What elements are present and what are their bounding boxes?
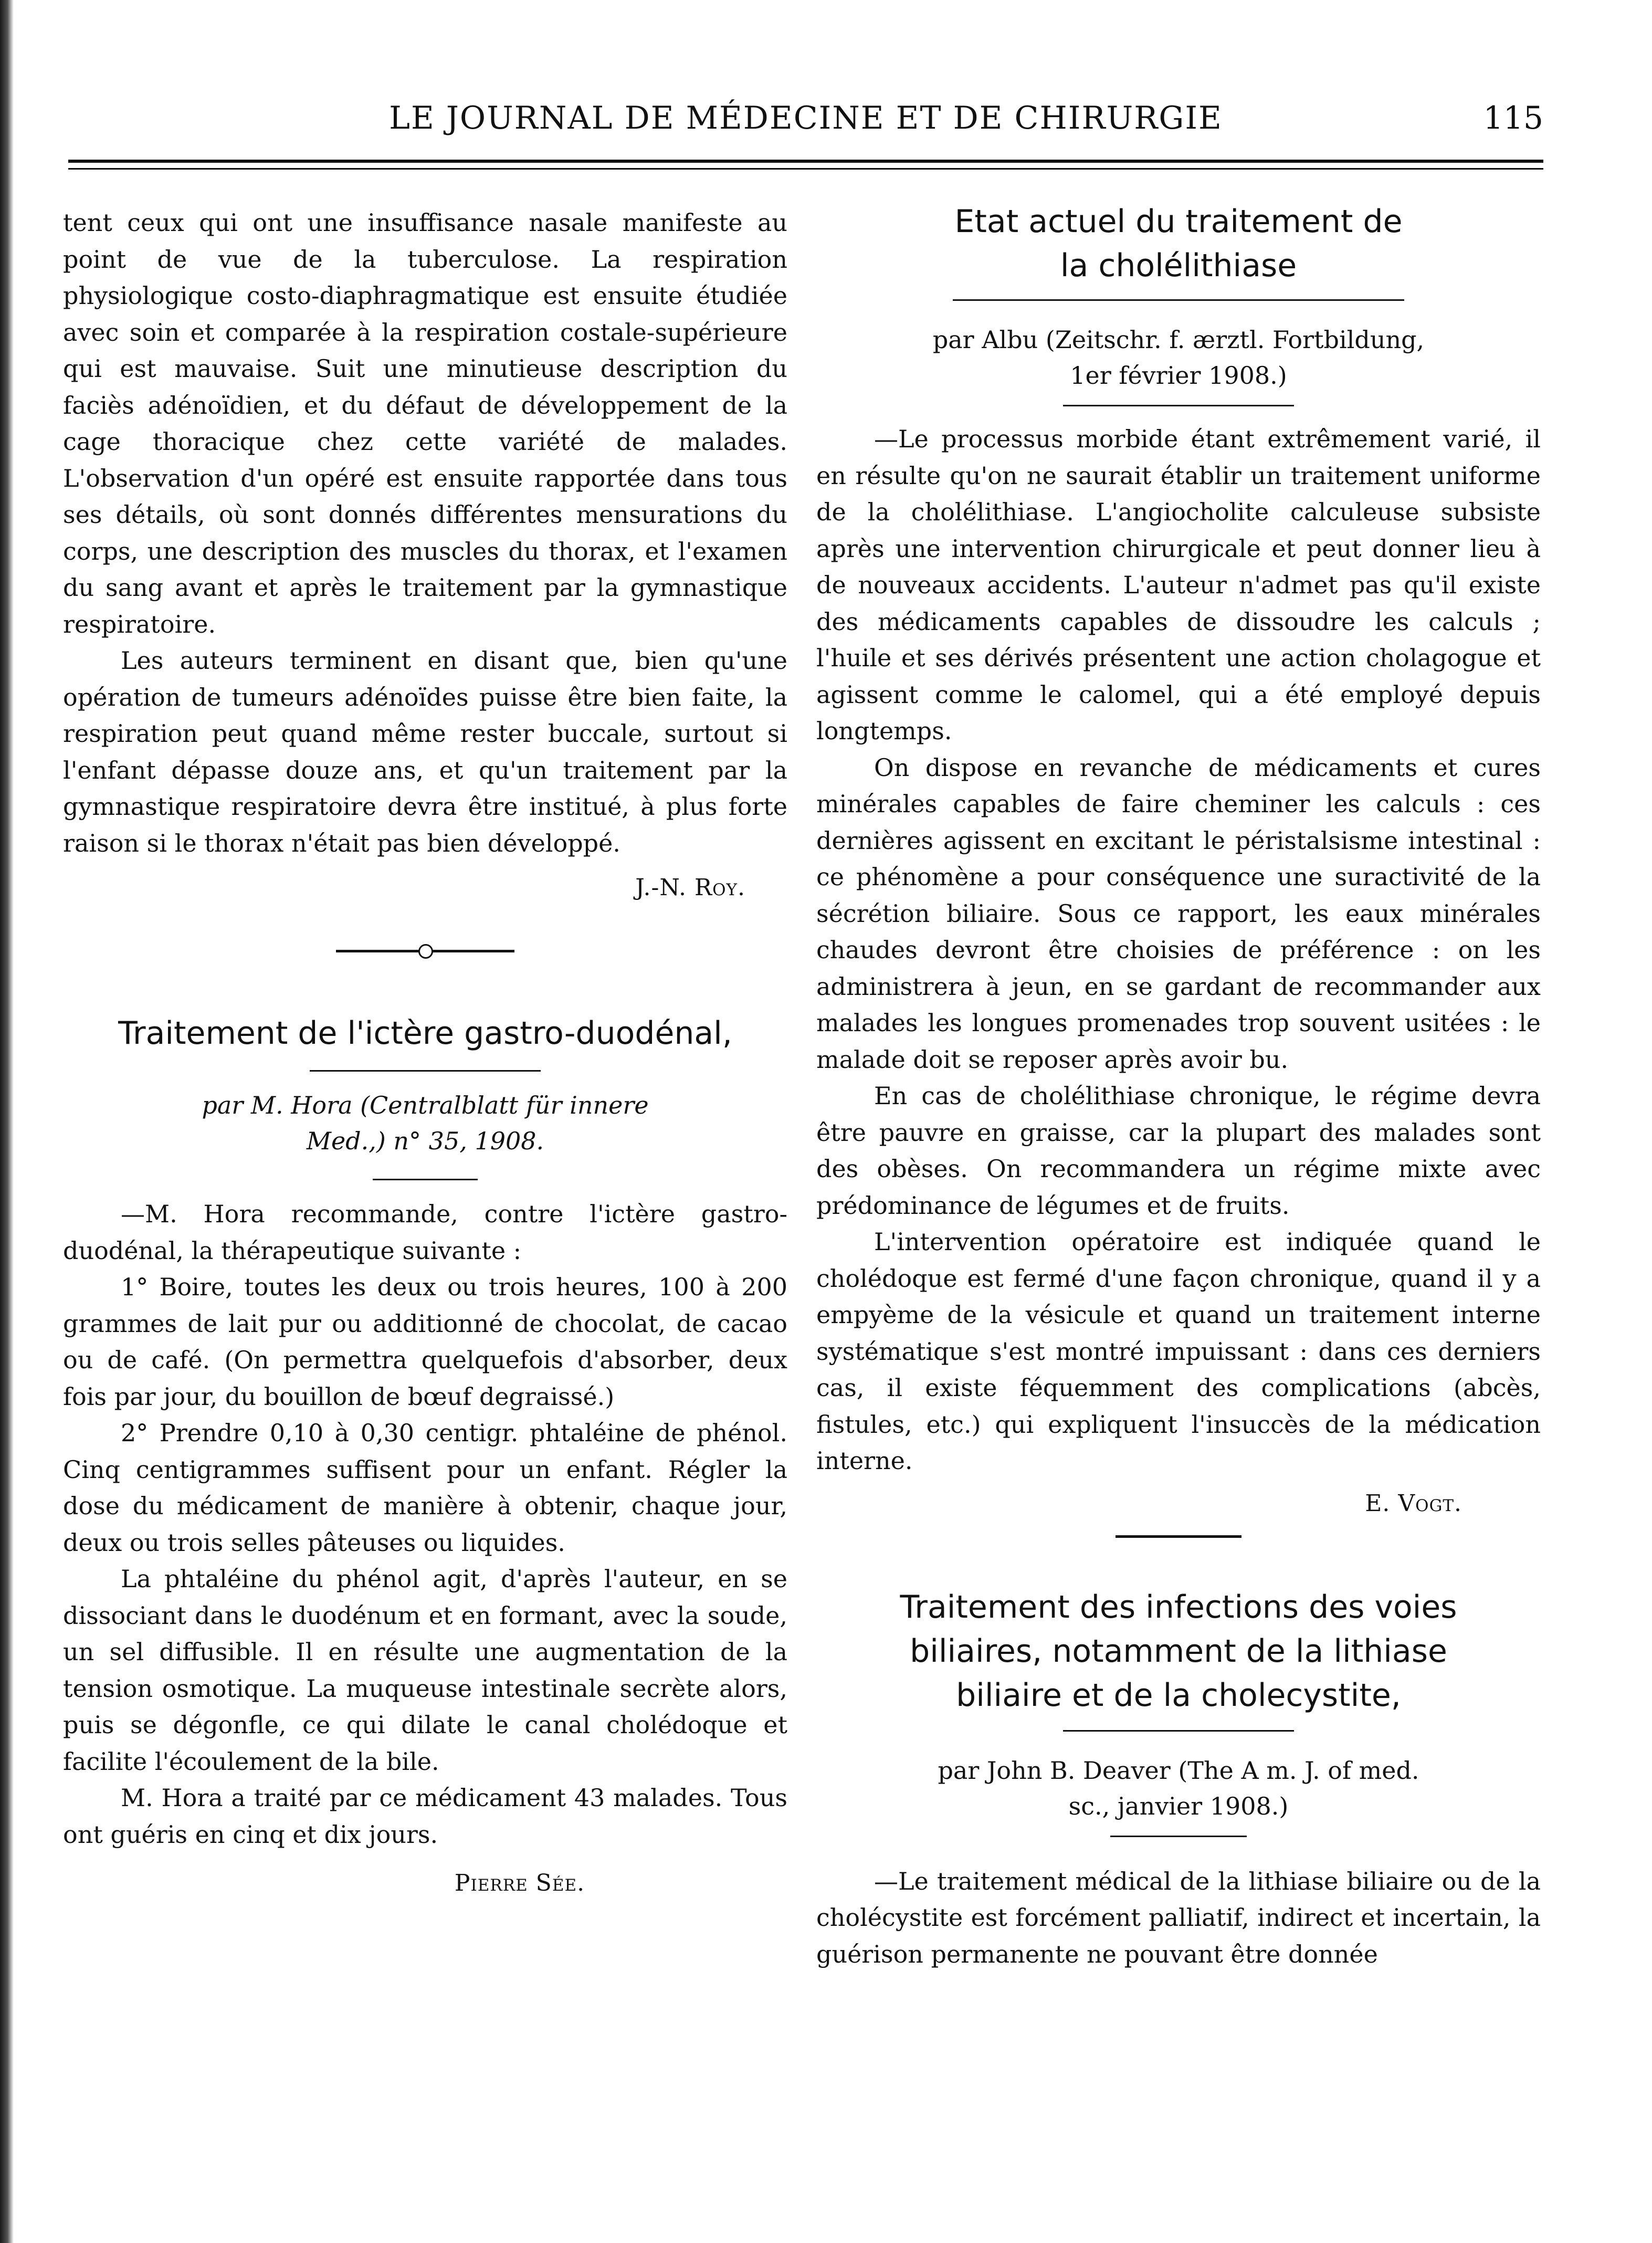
byline-rule <box>373 1179 478 1180</box>
ictere-intro-paragraph: —M. Hora recommande, contre l'ictère gastro-duodénal, la thérapeutique suivante : <box>63 1200 787 1265</box>
article-byline-albu-2: 1er février 1908.) <box>1070 361 1287 390</box>
author-signature-roy: J.-N. Roy. <box>635 874 745 901</box>
ictere-treatment-1: 1° Boire, toutes les deux ou trois heures, 100 à 200 grammes de lait pur ou additionné de chocolat, de cacao ou de café. (On permettra quelquefois d'absorber, deux fois par jour, du bouillon de bœuf degraissé.) <box>63 1273 787 1411</box>
article-title-infections-3: biliaire et de la cholecystite, <box>956 1676 1401 1714</box>
article-byline-deaver-1: par John B. Deaver (The A m. J. of med. <box>938 1756 1419 1785</box>
article-continuation-paragraph: tent ceux qui ont une insuffisance nasale manifeste au point de vue de la tuberculose. La respiration physiologique costo-diaphragmatique est ensuite étudiée avec soin et comparée à la respiration costale-supérieure qui est mauvaise. Suit une minutieuse description du faciès adénoïdien, et du défaut de développement de la cage thoracique chez cette variété de malades. L'observation d'un opéré est ensuite rapportée dans tous ses détails, où sont donnés différentes mensurations du corps, une description des muscles du thorax, et l'examen du sang avant et après le traitement par la gymnastique respiratoire. <box>63 208 787 638</box>
article-byline-hora-1: par M. Hora (Centralblatt für innere <box>202 1091 649 1119</box>
ictere-mechanism-paragraph: La phtaléine du phénol agit, d'après l'auteur, en se dissociant dans le duodénum et en formant, avec la soude, un sel diffusible. Il en résulte une augmentation de la tension osmotique. La muqueuse intestinale secrète alors, puis se dégonfle, ce qui dilate le canal cholédoque et facilite l'écoulement de la bile. <box>63 1565 787 1776</box>
article-separator <box>1116 1535 1241 1538</box>
article-title-infections-2: biliaires, notamment de la lithiase <box>910 1632 1447 1670</box>
article-title-infections-1: Traitement des infections des voies <box>900 1588 1457 1626</box>
left-column <box>63 205 787 1899</box>
journal-title: LE JOURNAL DE MÉDECINE ET DE CHIRURGIE <box>389 100 1223 137</box>
article-title-cholelithiase-2: la cholélithiase <box>1060 247 1297 284</box>
cholelithiase-paragraph-3: En cas de cholélithiase chronique, le régime devra être pauvre en graisse, car la plupart des malades sont des obèses. On recommandera un régime mixte avec prédominance de légumes et de fruits. <box>816 1082 1541 1220</box>
right-column <box>816 205 1541 1973</box>
author-signature-see: Pierre Sée. <box>454 1870 585 1896</box>
header-rule-thick <box>68 160 1543 163</box>
article-conclusion-paragraph: Les auteurs terminent en disant que, bien qu'une opération de tumeurs adénoïdes puisse être bien faite, la respiration peut quand même rester buccale, surtout si l'enfant dépasse douze ans, et qu'un traitement par la gymnastique respiratoire devra être institué, à plus forte raison si le thorax n'était pas bien développé. <box>63 646 787 857</box>
title-rule <box>1063 1730 1294 1732</box>
author-signature-vogt: E. Vogt. <box>1365 1490 1462 1517</box>
header-rule-thin <box>68 168 1543 170</box>
cholelithiase-paragraph-1: —Le processus morbide étant extrêmement varié, il en résulte qu'on ne saurait établir un traitement uniforme de la cholélithiase. L'angiocholite calculeuse subsiste après une intervention chirurgicale et peut donner lieu à de nouveaux accidents. L'auteur n'admet pas qu'il existe des médicaments capables de dissoudre les calculs ; l'huile et ses dérivés présentent une action cholagogue et agissent comme le calomel, qui a été employé depuis longtemps. <box>816 425 1541 745</box>
title-rule <box>953 299 1404 301</box>
article-byline-albu-1: par Albu (Zeitschr. f. ærztl. Fortbildung, <box>932 326 1425 354</box>
title-rule <box>310 1070 541 1072</box>
byline-rule <box>1063 405 1294 406</box>
page-number: 115 <box>1483 100 1543 137</box>
ictere-results-paragraph: M. Hora a traité par ce médicament 43 malades. Tous ont guéris en cinq et dix jours. <box>63 1784 787 1849</box>
article-separator <box>336 943 514 959</box>
ictere-treatment-2: 2° Prendre 0,10 à 0,30 centigr. phtaléine de phénol. Cinq centigrammes suffisent pour un enfant. Régler la dose du médicament de manière à obtenir, chaque jour, deux ou trois selles pâteuses ou liquides. <box>63 1419 787 1557</box>
infections-paragraph-1: —Le traitement médical de la lithiase biliaire ou de la cholécystite est forcément palliatif, indirect et incertain, la guérison permanente ne pouvant être donnée <box>816 1867 1541 1968</box>
page-binding-edge <box>0 0 14 2243</box>
running-head <box>68 97 1543 155</box>
article-byline-hora-2: Med.,) n° 35, 1908. <box>306 1127 544 1155</box>
cholelithiase-paragraph-2: On dispose en revanche de médicaments et cures minérales capables de faire cheminer les calculs : ces dernières agissent en excitant le péristalsisme intestinal : ce phénomène a pour conséquence une suractivité de la sécrétion biliaire. Sous ce rapport, les eaux minérales chaudes devront être choisies de préférence : on les administrera à jeun, en se gardant de recommander aux malades les longues promenades trop souvent usitées : le malade doit se reposer après avoir bu. <box>816 753 1541 1074</box>
article-byline-deaver-2: sc., janvier 1908.) <box>1068 1791 1289 1820</box>
cholelithiase-paragraph-4: L'intervention opératoire est indiquée quand le cholédoque est fermé d'une façon chronique, quand il y a empyème de la vésicule et quand un traitement interne systématique s'est montré impuissant : dans ces derniers cas, il existe féquemment des complications (abcès, fistules, etc.) qui expliquent l'insuccès de la médication interne. <box>816 1228 1541 1475</box>
byline-rule <box>1110 1836 1247 1837</box>
article-title-cholelithiase-1: Etat actuel du traitement de <box>954 203 1403 240</box>
article-title-ictere: Traitement de l'ictère gastro-duodénal, <box>118 1015 732 1052</box>
